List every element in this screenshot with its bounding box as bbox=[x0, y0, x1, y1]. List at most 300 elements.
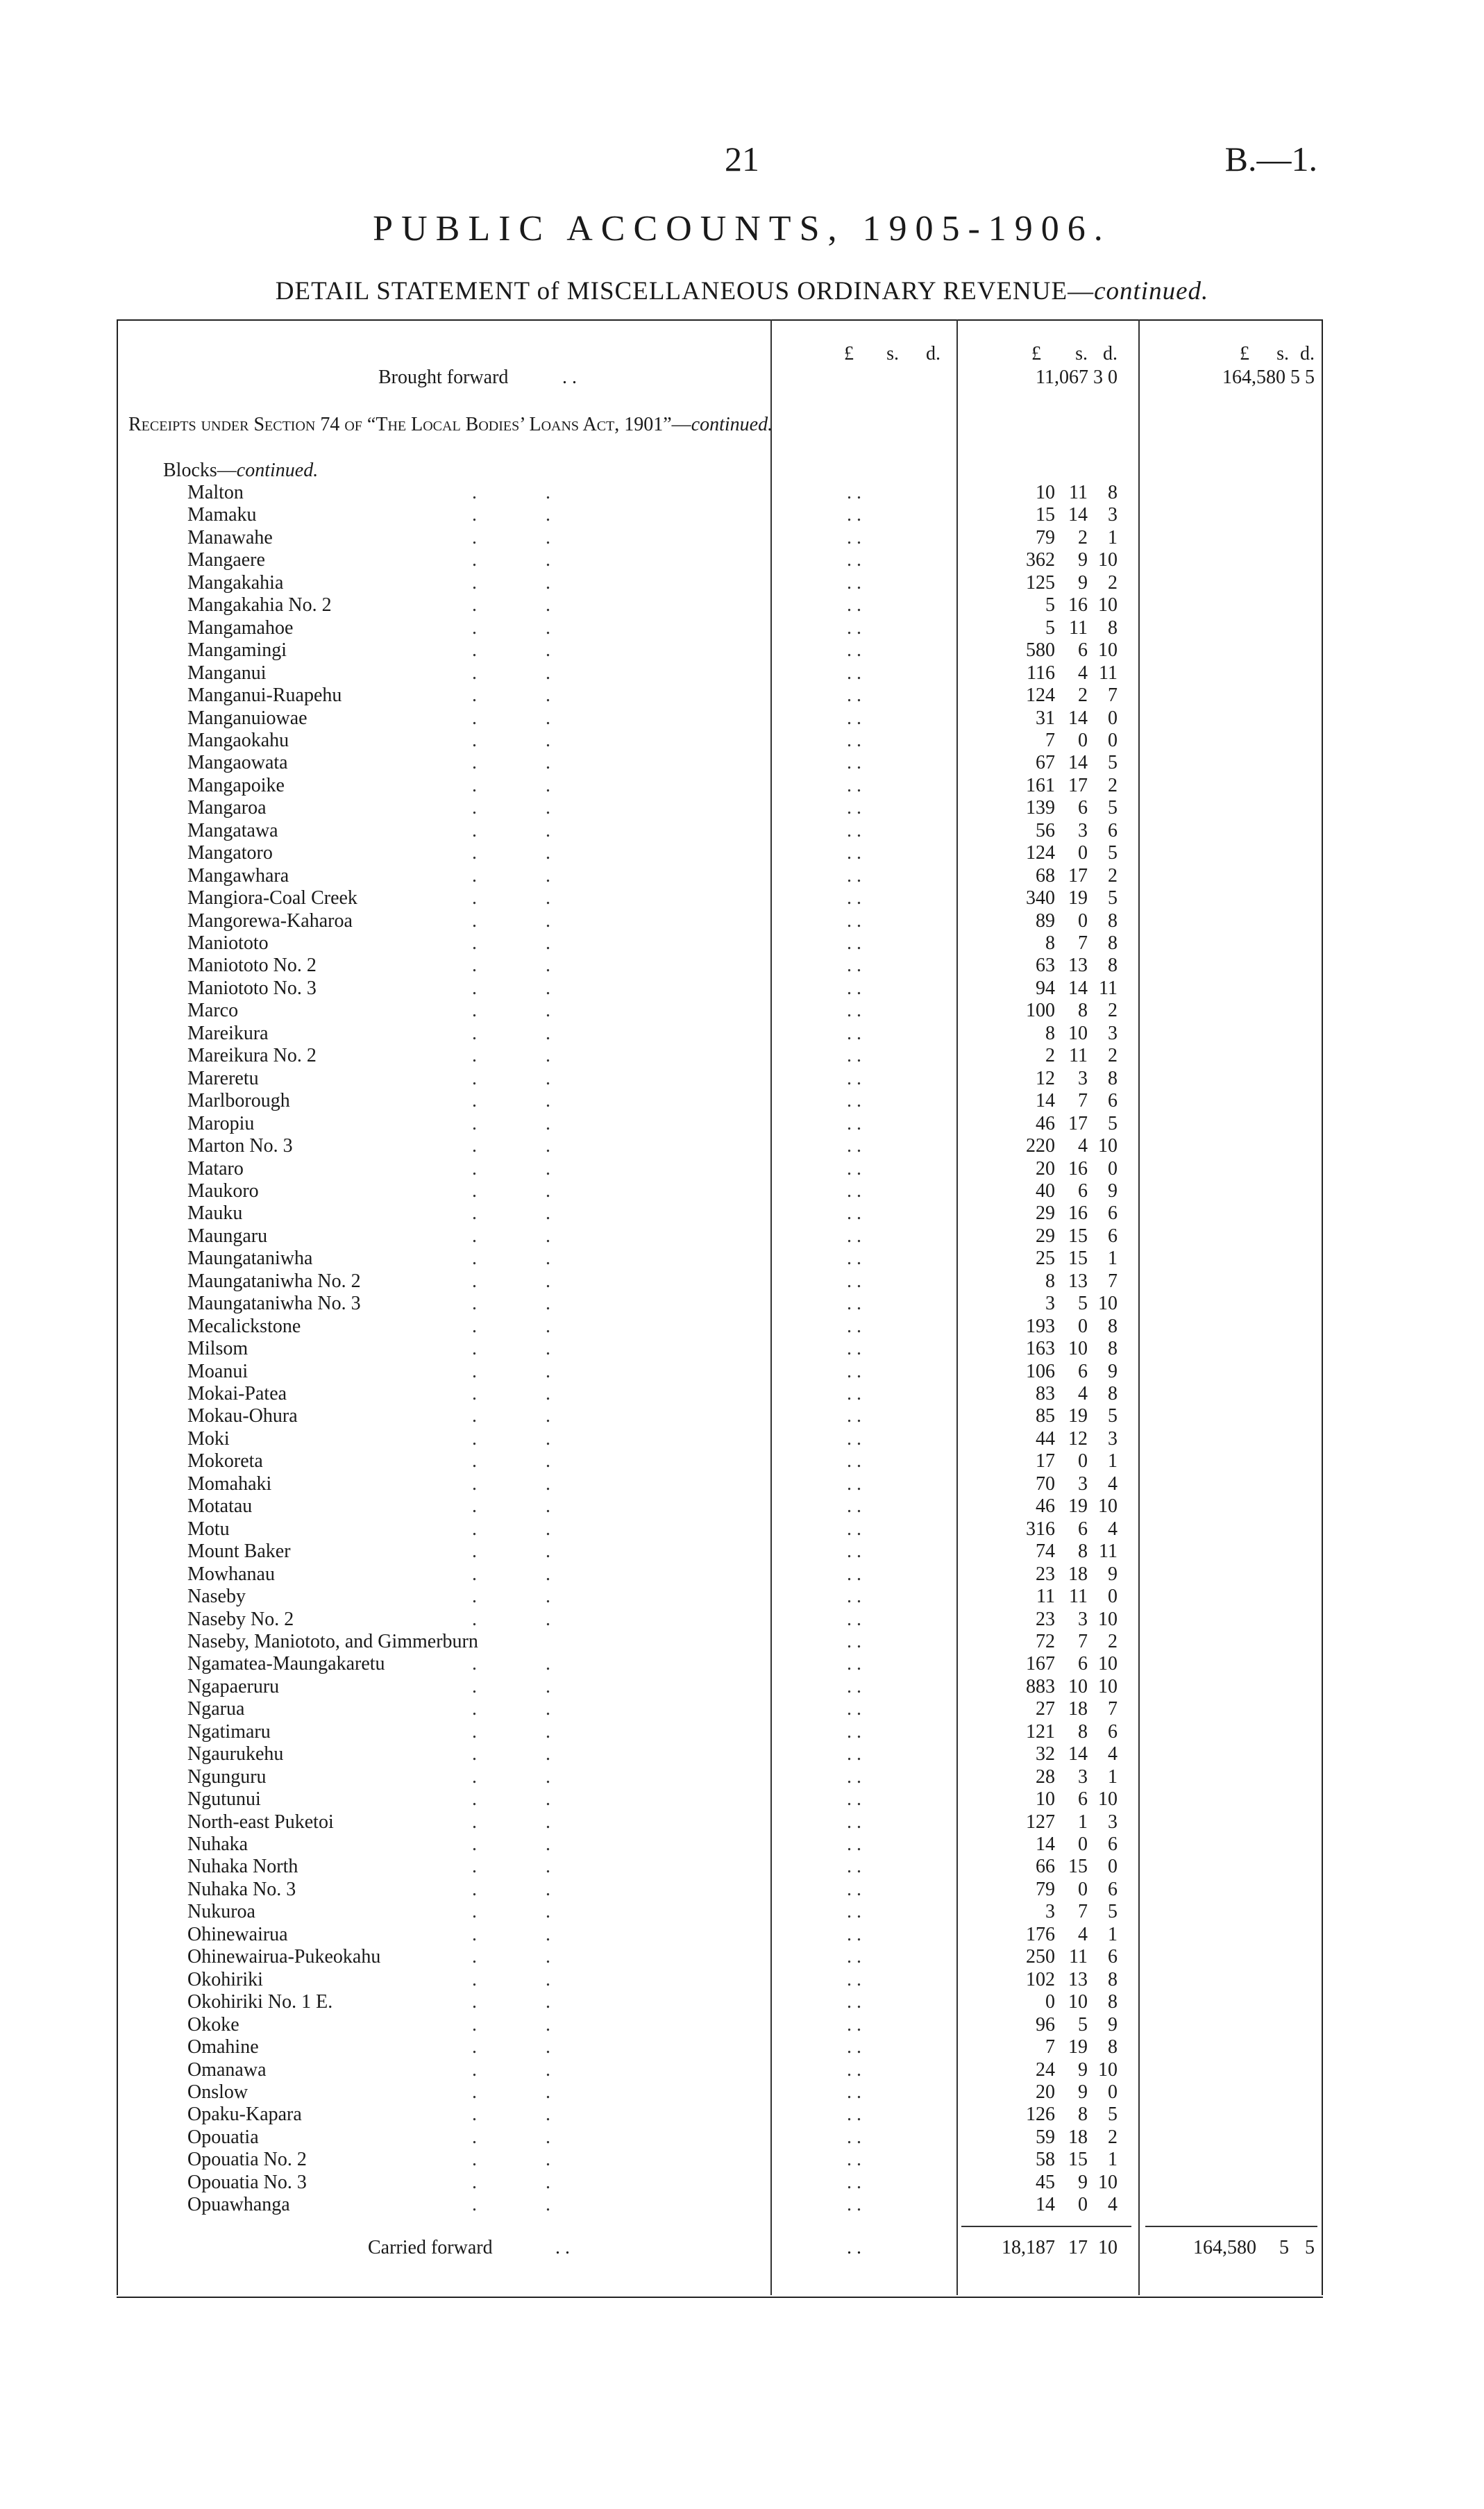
amount-pence: 10 bbox=[1098, 1608, 1118, 1630]
leader-dots: . . bbox=[472, 1765, 582, 1788]
amount-shillings: 7 bbox=[1078, 1630, 1088, 1652]
leader-dots: . . bbox=[472, 1541, 582, 1563]
leader-dots: . . bbox=[472, 864, 582, 887]
amount-shillings: 7 bbox=[1078, 1090, 1088, 1112]
section-heading-text: Receipts under Section 74 of “The Local Bodies’ Loans Act, 1901”— bbox=[128, 414, 691, 435]
table-row bbox=[0, 2036, 1484, 2058]
amount-pence: 8 bbox=[1108, 955, 1118, 977]
amount-shillings: 11 bbox=[1069, 616, 1088, 639]
table-row bbox=[0, 1158, 1484, 1180]
column-dots: . . bbox=[847, 1450, 861, 1472]
amount-pence: 0 bbox=[1108, 1586, 1118, 1608]
brought-forward-col2: 11,067 3 0 bbox=[1036, 367, 1118, 388]
amount-pence: 2 bbox=[1108, 774, 1118, 796]
column-dots: . . bbox=[847, 1472, 861, 1495]
column-dots: . . bbox=[847, 1834, 861, 1855]
leader-dots: . . bbox=[472, 887, 582, 909]
column-dots: . . bbox=[847, 1541, 861, 1563]
table-row bbox=[0, 865, 1484, 887]
leader-dots: . . bbox=[472, 1653, 582, 1675]
block-name: Onslow bbox=[187, 2081, 248, 2103]
leader-dots: . . bbox=[472, 752, 582, 774]
amount-pounds: 32 bbox=[1036, 1743, 1055, 1765]
block-name: Mareikura bbox=[187, 1022, 269, 1044]
leader-dots: . . bbox=[472, 2104, 582, 2126]
block-name: Ngunguru bbox=[187, 1765, 267, 1788]
carried-forward-col3-shillings: 5 bbox=[1279, 2237, 1289, 2258]
amount-pence: 3 bbox=[1108, 1427, 1118, 1450]
column-dots: . . bbox=[847, 819, 861, 841]
amount-shillings: 4 bbox=[1078, 1135, 1088, 1157]
leader-dots: . . bbox=[472, 662, 582, 684]
amount-pounds: 126 bbox=[1026, 2104, 1055, 2126]
amount-pounds: 28 bbox=[1036, 1765, 1055, 1788]
column-dots: . . bbox=[847, 1022, 861, 1044]
amount-pence: 0 bbox=[1108, 729, 1118, 751]
amount-pence: 6 bbox=[1108, 819, 1118, 841]
table-row bbox=[0, 887, 1484, 909]
leader-dots: . . bbox=[472, 1450, 582, 1472]
amount-pence: 10 bbox=[1098, 2058, 1118, 2081]
amount-pounds: 23 bbox=[1036, 1608, 1055, 1630]
amount-pence: 7 bbox=[1108, 1698, 1118, 1720]
amount-pounds: 7 bbox=[1045, 2036, 1055, 2058]
table-row bbox=[0, 1135, 1484, 1157]
page-subtitle bbox=[0, 276, 1484, 306]
amount-pounds: 94 bbox=[1036, 977, 1055, 999]
block-name: Mataro bbox=[187, 1157, 244, 1180]
table-row bbox=[0, 1653, 1484, 1675]
blocks-continued: continued. bbox=[236, 460, 319, 481]
blocks-heading bbox=[163, 460, 318, 482]
column-dots: . . bbox=[847, 1202, 861, 1225]
table-row bbox=[0, 1631, 1484, 1653]
amount-pence: 4 bbox=[1108, 2194, 1118, 2216]
amount-pounds: 10 bbox=[1036, 1788, 1055, 1811]
block-name: Maukoro bbox=[187, 1180, 259, 1202]
column-dots: . . bbox=[847, 2081, 861, 2103]
block-name: Ohinewairua bbox=[187, 1923, 288, 1945]
table-row bbox=[0, 2126, 1484, 2149]
column-dots: . . bbox=[847, 685, 861, 707]
column-dots: . . bbox=[847, 909, 861, 932]
amount-pence: 4 bbox=[1108, 1472, 1118, 1495]
table-row bbox=[0, 1316, 1484, 1338]
table-row bbox=[0, 1000, 1484, 1022]
amount-pence: 2 bbox=[1108, 571, 1118, 594]
block-name: Okohiriki No. 1 E. bbox=[187, 1991, 333, 2013]
table-row bbox=[0, 1338, 1484, 1360]
leader-dots: . . bbox=[472, 1991, 582, 2013]
table-row bbox=[0, 662, 1484, 685]
column-dots: . . bbox=[847, 774, 861, 796]
block-name: Nukuroa bbox=[187, 1901, 255, 1923]
amount-pence: 7 bbox=[1108, 1270, 1118, 1292]
amount-shillings: 13 bbox=[1068, 1270, 1088, 1292]
leader-dots: . . bbox=[472, 1248, 582, 1270]
amount-pence: 7 bbox=[1108, 685, 1118, 707]
amount-shillings: 9 bbox=[1078, 2058, 1088, 2081]
table-row bbox=[0, 1834, 1484, 1856]
block-name: Moki bbox=[187, 1427, 230, 1450]
block-name: Mowhanau bbox=[187, 1563, 275, 1585]
amount-shillings: 10 bbox=[1068, 1991, 1088, 2013]
table-row bbox=[0, 549, 1484, 571]
block-name: Maungataniwha No. 3 bbox=[187, 1293, 361, 1315]
block-name: Ngatimaru bbox=[187, 1720, 271, 1743]
amount-pence: 1 bbox=[1108, 2149, 1118, 2171]
amount-pounds: 121 bbox=[1026, 1720, 1055, 1743]
amount-pounds: 27 bbox=[1036, 1698, 1055, 1720]
amount-shillings: 14 bbox=[1068, 977, 1088, 999]
amount-pounds: 58 bbox=[1036, 2149, 1055, 2171]
leader-dots: . . bbox=[472, 616, 582, 639]
amount-pence: 10 bbox=[1098, 1653, 1118, 1675]
column-dots: . . bbox=[847, 1675, 861, 1697]
amount-shillings: 19 bbox=[1068, 1495, 1088, 1518]
amount-shillings: 6 bbox=[1078, 797, 1088, 819]
amount-pence: 8 bbox=[1108, 1315, 1118, 1337]
block-name: Okohiriki bbox=[187, 1968, 263, 1990]
amount-pence: 0 bbox=[1108, 707, 1118, 729]
column-dots: . . bbox=[847, 1563, 861, 1585]
amount-shillings: 18 bbox=[1068, 2126, 1088, 2148]
leader-dots: . . bbox=[472, 594, 582, 616]
table-row bbox=[0, 1068, 1484, 1090]
block-name: Marton No. 3 bbox=[187, 1135, 293, 1157]
subtitle-continued: continued. bbox=[1094, 277, 1209, 305]
table-row bbox=[0, 730, 1484, 752]
amount-pence: 10 bbox=[1098, 1135, 1118, 1157]
amount-pence: 11 bbox=[1099, 662, 1118, 684]
column-dots: . . bbox=[847, 1968, 861, 1990]
block-name: Mareikura No. 2 bbox=[187, 1045, 317, 1067]
leader-dots: . . bbox=[472, 797, 582, 819]
leader-dots: . . bbox=[472, 774, 582, 796]
leader-dots: . . bbox=[472, 729, 582, 751]
block-name: Marlborough bbox=[187, 1090, 290, 1112]
subtitle-main: DETAIL STATEMENT of MISCELLANEOUS ORDINARY REVENUE— bbox=[275, 277, 1095, 305]
amount-pounds: 20 bbox=[1036, 2081, 1055, 2103]
amount-pence: 11 bbox=[1099, 1541, 1118, 1563]
table-row bbox=[0, 1698, 1484, 1720]
leader-dots: . . bbox=[472, 2013, 582, 2036]
section-heading bbox=[128, 414, 823, 436]
leader-dots: . . bbox=[472, 1225, 582, 1247]
amount-pence: 6 bbox=[1108, 1720, 1118, 1743]
leader-dots: . . bbox=[472, 932, 582, 954]
table-row bbox=[0, 685, 1484, 707]
column-dots: . . bbox=[847, 1157, 861, 1180]
leader-dots: . . bbox=[472, 977, 582, 999]
column-dots: . . bbox=[847, 1225, 861, 1247]
amount-shillings: 5 bbox=[1078, 1293, 1088, 1315]
carried-forward-col3-pence: 5 bbox=[1305, 2237, 1315, 2258]
amount-pence: 2 bbox=[1108, 1630, 1118, 1652]
amount-shillings: 13 bbox=[1068, 955, 1088, 977]
block-name: Mangawhara bbox=[187, 864, 289, 887]
amount-pounds: 127 bbox=[1026, 1811, 1055, 1833]
block-name: Maungataniwha bbox=[187, 1248, 313, 1270]
table-row bbox=[0, 1473, 1484, 1495]
leader-dots: . . bbox=[472, 1946, 582, 1968]
table-row bbox=[0, 1721, 1484, 1743]
amount-pence: 10 bbox=[1098, 1293, 1118, 1315]
table-row bbox=[0, 1586, 1484, 1608]
table-row bbox=[0, 617, 1484, 639]
amount-pence: 0 bbox=[1108, 2081, 1118, 2103]
table-row bbox=[0, 1045, 1484, 1067]
block-name: Mangakahia No. 2 bbox=[187, 594, 332, 616]
amount-pounds: 12 bbox=[1036, 1067, 1055, 1089]
table-row bbox=[0, 1428, 1484, 1450]
amount-shillings: 16 bbox=[1068, 1157, 1088, 1180]
amount-shillings: 0 bbox=[1078, 1834, 1088, 1855]
leader-dots: . . bbox=[472, 1811, 582, 1833]
column-dots: . . bbox=[847, 1405, 861, 1427]
brought-forward-dots: . . bbox=[562, 367, 577, 388]
leader-dots: . . bbox=[472, 1022, 582, 1044]
table-row bbox=[0, 1202, 1484, 1225]
amount-pounds: 5 bbox=[1045, 616, 1055, 639]
table-row bbox=[0, 1879, 1484, 1901]
amount-shillings: 1 bbox=[1078, 1811, 1088, 1833]
amount-pence: 5 bbox=[1108, 1112, 1118, 1134]
amount-shillings: 7 bbox=[1078, 1901, 1088, 1923]
leader-dots: . . bbox=[472, 842, 582, 864]
column-dots: . . bbox=[847, 1315, 861, 1337]
amount-shillings: 16 bbox=[1068, 1202, 1088, 1225]
column-dots: . . bbox=[847, 1338, 861, 1360]
table-row bbox=[0, 2081, 1484, 2104]
amount-pence: 8 bbox=[1108, 1338, 1118, 1360]
table-row bbox=[0, 1495, 1484, 1518]
column-dots: . . bbox=[847, 797, 861, 819]
carried-forward-col3-pounds: 164,580 bbox=[1193, 2237, 1256, 2258]
amount-pounds: 7 bbox=[1045, 729, 1055, 751]
leader-dots: . . bbox=[472, 1270, 582, 1292]
block-name: Naseby bbox=[187, 1586, 246, 1608]
leader-dots: . . bbox=[472, 1608, 582, 1630]
table-row bbox=[0, 639, 1484, 662]
column-dots: . . bbox=[847, 571, 861, 594]
block-name: Maniototo No. 2 bbox=[187, 955, 317, 977]
amount-pence: 3 bbox=[1108, 504, 1118, 526]
column-dots: . . bbox=[847, 887, 861, 909]
leader-dots: . . bbox=[472, 1901, 582, 1923]
amount-pence: 6 bbox=[1108, 1225, 1118, 1247]
block-name: Manawahe bbox=[187, 526, 273, 548]
table-row bbox=[0, 1383, 1484, 1405]
amount-pence: 8 bbox=[1108, 2036, 1118, 2058]
block-name: Ngarua bbox=[187, 1698, 245, 1720]
leader-dots: . . bbox=[472, 819, 582, 841]
leader-dots: . . bbox=[472, 549, 582, 571]
amount-shillings: 15 bbox=[1068, 2149, 1088, 2171]
leader-dots: . . bbox=[472, 1157, 582, 1180]
column-dots: . . bbox=[847, 1788, 861, 1811]
leader-dots: . . bbox=[472, 909, 582, 932]
block-name: Opuawhanga bbox=[187, 2194, 290, 2216]
amount-pounds: 24 bbox=[1036, 2058, 1055, 2081]
carried-forward-col2-shillings: 17 bbox=[1068, 2237, 1088, 2258]
col2-pence-header: d. bbox=[1103, 343, 1118, 364]
amount-pence: 5 bbox=[1108, 797, 1118, 819]
amount-pounds: 15 bbox=[1036, 504, 1055, 526]
amount-pence: 1 bbox=[1108, 526, 1118, 548]
amount-pence: 10 bbox=[1098, 639, 1118, 662]
leader-dots: . . bbox=[472, 1472, 582, 1495]
amount-pence: 5 bbox=[1108, 887, 1118, 909]
block-name: Mangamingi bbox=[187, 639, 287, 662]
amount-shillings: 6 bbox=[1078, 1180, 1088, 1202]
carried-forward-label: Carried forward bbox=[368, 2237, 493, 2258]
block-name: Omanawa bbox=[187, 2058, 267, 2081]
amount-shillings: 0 bbox=[1078, 1315, 1088, 1337]
column-dots: . . bbox=[847, 2194, 861, 2216]
column-dots: . . bbox=[847, 526, 861, 548]
block-name: Nuhaka North bbox=[187, 1856, 298, 1878]
leader-dots: . . bbox=[472, 1067, 582, 1089]
table-row bbox=[0, 1901, 1484, 1923]
block-name: Manganui-Ruapehu bbox=[187, 685, 342, 707]
amount-pounds: 8 bbox=[1045, 1270, 1055, 1292]
amount-pounds: 44 bbox=[1036, 1427, 1055, 1450]
amount-pounds: 45 bbox=[1036, 2171, 1055, 2193]
column-dots: . . bbox=[847, 2126, 861, 2148]
column-dots: . . bbox=[847, 1293, 861, 1315]
amount-pence: 10 bbox=[1098, 594, 1118, 616]
column-dots: . . bbox=[847, 1743, 861, 1765]
amount-pence: 2 bbox=[1108, 1045, 1118, 1067]
brought-forward-col3: 164,580 5 5 bbox=[1222, 367, 1315, 388]
amount-pounds: 14 bbox=[1036, 2194, 1055, 2216]
amount-shillings: 12 bbox=[1068, 1427, 1088, 1450]
column-dots: . . bbox=[847, 1067, 861, 1089]
block-name: Maungaru bbox=[187, 1225, 268, 1247]
column-dots: . . bbox=[847, 1360, 861, 1382]
table-row bbox=[0, 1991, 1484, 2013]
amount-pounds: 139 bbox=[1026, 797, 1055, 819]
table-row bbox=[0, 797, 1484, 819]
table-row bbox=[0, 1023, 1484, 1045]
block-name: Mareretu bbox=[187, 1067, 259, 1089]
amount-pence: 9 bbox=[1108, 1563, 1118, 1585]
amount-shillings: 3 bbox=[1078, 1608, 1088, 1630]
leader-dots: . . bbox=[472, 1720, 582, 1743]
table-row bbox=[0, 1609, 1484, 1631]
leader-dots: . . bbox=[472, 2058, 582, 2081]
amount-pence: 1 bbox=[1108, 1450, 1118, 1472]
column-dots: . . bbox=[847, 1135, 861, 1157]
leader-dots: . . bbox=[472, 1405, 582, 1427]
table-row bbox=[0, 842, 1484, 864]
table-row bbox=[0, 910, 1484, 932]
column-dots: . . bbox=[847, 482, 861, 503]
amount-pounds: 102 bbox=[1026, 1968, 1055, 1990]
amount-pounds: 79 bbox=[1036, 1878, 1055, 1900]
block-name: Ngamatea-Maungakaretu bbox=[187, 1653, 385, 1675]
amount-pounds: 29 bbox=[1036, 1202, 1055, 1225]
column-dots: . . bbox=[847, 1045, 861, 1067]
column-dots: . . bbox=[847, 639, 861, 662]
table-row bbox=[0, 594, 1484, 616]
amount-pounds: 8 bbox=[1045, 932, 1055, 954]
column-dots: . . bbox=[847, 1518, 861, 1540]
amount-shillings: 3 bbox=[1078, 819, 1088, 841]
block-name: Mangaowata bbox=[187, 752, 288, 774]
amount-shillings: 18 bbox=[1068, 1563, 1088, 1585]
leader-dots: . . bbox=[472, 1180, 582, 1202]
amount-shillings: 6 bbox=[1078, 1788, 1088, 1811]
column-dots: . . bbox=[847, 1946, 861, 1968]
amount-pence: 9 bbox=[1108, 1360, 1118, 1382]
amount-shillings: 7 bbox=[1078, 932, 1088, 954]
leader-dots: . . bbox=[472, 2149, 582, 2171]
leader-dots: . . bbox=[472, 571, 582, 594]
amount-pence: 10 bbox=[1098, 2171, 1118, 2193]
column-dots: . . bbox=[847, 662, 861, 684]
column-dots: . . bbox=[847, 1811, 861, 1833]
blocks-label: Blocks— bbox=[163, 460, 237, 481]
leader-dots: . . bbox=[472, 1338, 582, 1360]
amount-shillings: 19 bbox=[1068, 2036, 1088, 2058]
block-name: Opouatia bbox=[187, 2126, 259, 2148]
table-row bbox=[0, 1676, 1484, 1698]
column-dots: . . bbox=[847, 616, 861, 639]
amount-shillings: 0 bbox=[1078, 842, 1088, 864]
amount-shillings: 15 bbox=[1068, 1225, 1088, 1247]
amount-shillings: 6 bbox=[1078, 1518, 1088, 1540]
amount-pounds: 3 bbox=[1045, 1901, 1055, 1923]
amount-shillings: 11 bbox=[1069, 1045, 1088, 1067]
amount-shillings: 2 bbox=[1078, 526, 1088, 548]
amount-pounds: 46 bbox=[1036, 1112, 1055, 1134]
column-dots: . . bbox=[847, 1112, 861, 1134]
section-heading-continued: continued. bbox=[691, 414, 773, 435]
amount-pence: 6 bbox=[1108, 1946, 1118, 1968]
block-name: Mokai-Patea bbox=[187, 1383, 287, 1404]
carried-forward-col-dots: . . bbox=[847, 2237, 861, 2258]
col3-shillings-header: s. bbox=[1276, 343, 1289, 364]
col1-pence-header: d. bbox=[926, 343, 941, 364]
table-row bbox=[0, 1361, 1484, 1383]
amount-pounds: 0 bbox=[1045, 1991, 1055, 2013]
block-name: Motu bbox=[187, 1518, 230, 1540]
amount-pounds: 14 bbox=[1036, 1834, 1055, 1855]
amount-pence: 8 bbox=[1108, 1067, 1118, 1089]
table-row bbox=[0, 1924, 1484, 1946]
amount-pounds: 125 bbox=[1026, 571, 1055, 594]
leader-dots: . . bbox=[472, 1090, 582, 1112]
amount-pounds: 66 bbox=[1036, 1856, 1055, 1878]
column-dots: . . bbox=[847, 1901, 861, 1923]
page-title: PUBLIC ACCOUNTS, 1905-1906. bbox=[373, 209, 1111, 249]
block-name: Mauku bbox=[187, 1202, 243, 1225]
amount-shillings: 14 bbox=[1068, 504, 1088, 526]
table-row bbox=[0, 2014, 1484, 2036]
carried-forward-col2-pounds: 18,187 bbox=[1002, 2237, 1055, 2258]
amount-pounds: 316 bbox=[1026, 1518, 1055, 1540]
amount-pence: 6 bbox=[1108, 1878, 1118, 1900]
amount-shillings: 15 bbox=[1068, 1856, 1088, 1878]
amount-pounds: 883 bbox=[1026, 1675, 1055, 1697]
amount-pence: 5 bbox=[1108, 2104, 1118, 2126]
leader-dots: . . bbox=[472, 1788, 582, 1811]
amount-shillings: 13 bbox=[1068, 1968, 1088, 1990]
amount-shillings: 11 bbox=[1069, 1586, 1088, 1608]
amount-pounds: 11 bbox=[1036, 1586, 1055, 1608]
